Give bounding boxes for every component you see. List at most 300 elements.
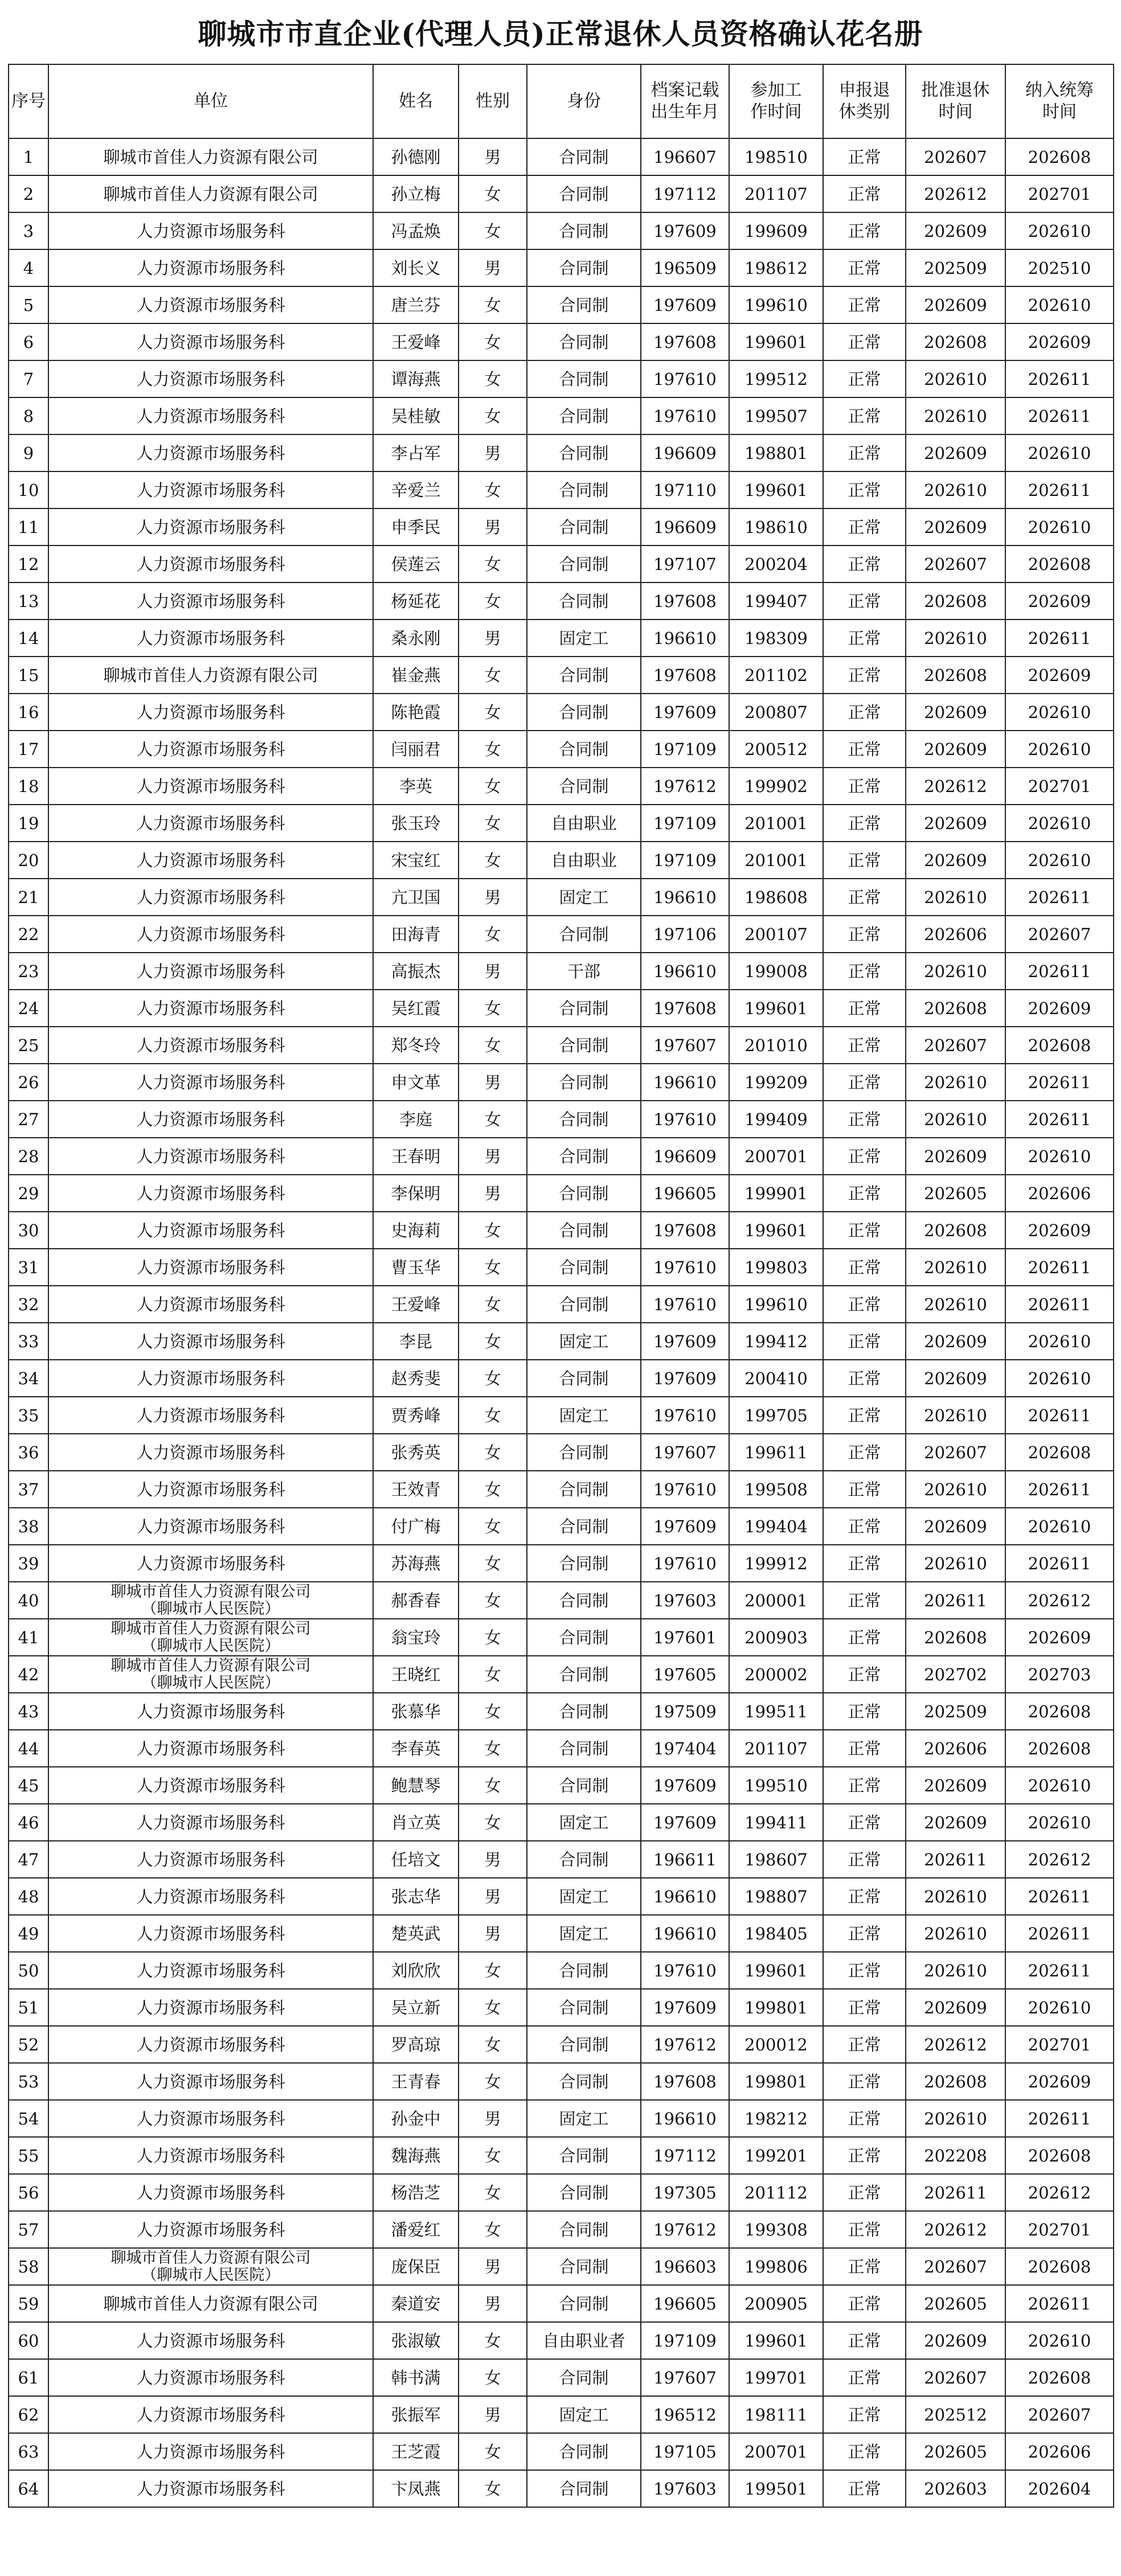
retire-date-cell: 202612	[906, 2026, 1005, 2063]
table-row	[9, 1212, 1114, 1249]
status-cell: 合同制	[527, 2063, 641, 2100]
work-start-cell: 199801	[729, 2063, 823, 2100]
birth-cell: 197610	[641, 1545, 729, 1582]
unit-cell: 人力资源市场服务科	[48, 2433, 373, 2470]
table-row	[9, 1175, 1114, 1212]
work-start-cell: 200903	[729, 1619, 823, 1656]
gender-cell: 女	[459, 1656, 527, 1693]
status-cell: 合同制	[527, 1841, 641, 1878]
work-start-cell: 199610	[729, 1286, 823, 1323]
retire-date-cell: 202605	[906, 1175, 1005, 1212]
name-cell: 鲍慧琴	[373, 1767, 459, 1804]
gender-cell: 男	[459, 1915, 527, 1952]
birth-cell: 197109	[641, 731, 729, 768]
birth-cell: 197112	[641, 175, 729, 212]
retire-type-cell: 正常	[823, 212, 906, 249]
birth-cell: 196512	[641, 2396, 729, 2433]
birth-cell: 197109	[641, 842, 729, 879]
table-row	[9, 1471, 1114, 1508]
pool-date-cell: 202607	[1005, 2396, 1114, 2433]
index-cell: 33	[9, 1323, 48, 1360]
status-cell: 合同制	[527, 1989, 641, 2026]
pool-date-cell: 202609	[1005, 2063, 1114, 2100]
retire-date-cell: 202607	[906, 2359, 1005, 2396]
retire-type-cell: 正常	[823, 1619, 906, 1656]
work-start-cell: 198405	[729, 1915, 823, 1952]
retire-date-cell: 202608	[906, 583, 1005, 620]
table-row	[9, 916, 1114, 953]
work-start-cell: 199601	[729, 1952, 823, 1989]
table-row	[9, 1249, 1114, 1286]
status-cell: 合同制	[527, 175, 641, 212]
status-cell: 固定工	[527, 1323, 641, 1360]
gender-cell: 女	[459, 768, 527, 805]
unit-cell: 人力资源市场服务科	[48, 1804, 373, 1841]
retire-type-cell: 正常	[823, 2174, 906, 2211]
index-cell: 20	[9, 842, 48, 879]
name-cell: 陈艳霞	[373, 694, 459, 731]
status-cell: 合同制	[527, 1175, 641, 1212]
pool-date-cell: 202612	[1005, 2174, 1114, 2211]
unit-cell: 人力资源市场服务科	[48, 1767, 373, 1804]
index-cell: 55	[9, 2137, 48, 2174]
column-header-unit: 单位	[48, 64, 373, 138]
status-cell: 合同制	[527, 2248, 641, 2285]
unit-cell: 人力资源市场服务科	[48, 1471, 373, 1508]
index-cell: 36	[9, 1434, 48, 1471]
work-start-cell: 199912	[729, 1545, 823, 1582]
name-cell: 亢卫国	[373, 879, 459, 916]
retire-type-cell: 正常	[823, 842, 906, 879]
birth-cell: 196603	[641, 2248, 729, 2285]
index-cell: 24	[9, 990, 48, 1027]
table-row	[9, 1878, 1114, 1915]
pool-date-cell: 202612	[1005, 1841, 1114, 1878]
retire-date-cell: 202609	[906, 286, 1005, 323]
retire-type-cell: 正常	[823, 397, 906, 434]
index-cell: 23	[9, 953, 48, 990]
status-cell: 合同制	[527, 1545, 641, 1582]
retire-date-cell: 202609	[906, 212, 1005, 249]
work-start-cell: 199512	[729, 360, 823, 397]
retire-date-cell: 202610	[906, 1545, 1005, 1582]
table-row	[9, 434, 1114, 471]
status-cell: 合同制	[527, 1434, 641, 1471]
pool-date-cell: 202608	[1005, 1730, 1114, 1767]
status-cell: 固定工	[527, 879, 641, 916]
status-cell: 合同制	[527, 1582, 641, 1619]
birth-cell: 197609	[641, 1360, 729, 1397]
gender-cell: 女	[459, 2211, 527, 2248]
birth-cell: 197610	[641, 1471, 729, 1508]
index-cell: 61	[9, 2359, 48, 2396]
unit-cell: 人力资源市场服务科	[48, 916, 373, 953]
retire-date-cell: 202610	[906, 1249, 1005, 1286]
table-row	[9, 1545, 1114, 1582]
table-row	[9, 2285, 1114, 2322]
retire-date-cell: 202606	[906, 1730, 1005, 1767]
table-row	[9, 138, 1114, 175]
pool-date-cell: 202611	[1005, 1952, 1114, 1989]
unit-cell: 人力资源市场服务科	[48, 2100, 373, 2137]
table-row	[9, 2396, 1114, 2433]
unit-cell: 人力资源市场服务科	[48, 545, 373, 583]
retire-date-cell: 202609	[906, 1989, 1005, 2026]
name-cell: 申季民	[373, 508, 459, 545]
name-cell: 翁宝玲	[373, 1619, 459, 1656]
retire-date-cell: 202609	[906, 1804, 1005, 1841]
pool-date-cell: 202701	[1005, 2026, 1114, 2063]
unit-cell: 人力资源市场服务科	[48, 879, 373, 916]
unit-cell: 人力资源市场服务科	[48, 1027, 373, 1064]
status-cell: 合同制	[527, 1212, 641, 1249]
work-start-cell: 201107	[729, 175, 823, 212]
gender-cell: 男	[459, 138, 527, 175]
pool-date-cell: 202701	[1005, 2211, 1114, 2248]
work-start-cell: 199901	[729, 1175, 823, 1212]
retire-type-cell: 正常	[823, 1323, 906, 1360]
gender-cell: 女	[459, 694, 527, 731]
work-start-cell: 200012	[729, 2026, 823, 2063]
table-row	[9, 1841, 1114, 1878]
gender-cell: 女	[459, 1471, 527, 1508]
retire-type-cell: 正常	[823, 620, 906, 657]
unit-cell: 人力资源市场服务科	[48, 2470, 373, 2507]
retire-type-cell: 正常	[823, 1175, 906, 1212]
table-row	[9, 1101, 1114, 1138]
unit-cell: 聊城市首佳人力资源有限公司	[48, 2285, 373, 2322]
index-cell: 17	[9, 731, 48, 768]
retire-date-cell: 202610	[906, 1286, 1005, 1323]
status-cell: 合同制	[527, 397, 641, 434]
retire-date-cell: 202611	[906, 1582, 1005, 1619]
work-start-cell: 199209	[729, 1064, 823, 1101]
table-row	[9, 1915, 1114, 1952]
gender-cell: 男	[459, 953, 527, 990]
table-row	[9, 1767, 1114, 1804]
index-cell: 39	[9, 1545, 48, 1582]
retire-date-cell: 202605	[906, 2285, 1005, 2322]
retire-date-cell: 202609	[906, 694, 1005, 731]
index-cell: 58	[9, 2248, 48, 2285]
retire-date-cell: 202610	[906, 1471, 1005, 1508]
unit-cell: 人力资源市场服务科	[48, 768, 373, 805]
birth-cell: 196610	[641, 1878, 729, 1915]
table-row	[9, 1286, 1114, 1323]
index-cell: 38	[9, 1508, 48, 1545]
name-cell: 王芝霞	[373, 2433, 459, 2470]
birth-cell: 197605	[641, 1656, 729, 1693]
index-cell: 54	[9, 2100, 48, 2137]
pool-date-cell: 202611	[1005, 1286, 1114, 1323]
status-cell: 合同制	[527, 916, 641, 953]
name-cell: 吴红霞	[373, 990, 459, 1027]
unit-cell: 人力资源市场服务科	[48, 1212, 373, 1249]
unit-cell: 人力资源市场服务科	[48, 323, 373, 360]
gender-cell: 女	[459, 583, 527, 620]
status-cell: 合同制	[527, 2211, 641, 2248]
status-cell: 合同制	[527, 1730, 641, 1767]
index-cell: 60	[9, 2322, 48, 2359]
retire-type-cell: 正常	[823, 1730, 906, 1767]
table-row	[9, 1804, 1114, 1841]
index-cell: 3	[9, 212, 48, 249]
birth-cell: 197601	[641, 1619, 729, 1656]
retire-type-cell: 正常	[823, 2248, 906, 2285]
work-start-cell: 200905	[729, 2285, 823, 2322]
index-cell: 40	[9, 1582, 48, 1619]
birth-cell: 196609	[641, 1138, 729, 1175]
birth-cell: 197609	[641, 1989, 729, 2026]
work-start-cell: 198610	[729, 508, 823, 545]
index-cell: 21	[9, 879, 48, 916]
table-row	[9, 1064, 1114, 1101]
work-start-cell: 200701	[729, 2433, 823, 2470]
retire-type-cell: 正常	[823, 1434, 906, 1471]
work-start-cell: 199601	[729, 2322, 823, 2359]
status-cell: 合同制	[527, 2285, 641, 2322]
work-start-cell: 198801	[729, 434, 823, 471]
retire-date-cell: 202609	[906, 842, 1005, 879]
index-cell: 16	[9, 694, 48, 731]
name-cell: 魏海燕	[373, 2137, 459, 2174]
index-cell: 15	[9, 657, 48, 694]
index-cell: 56	[9, 2174, 48, 2211]
birth-cell: 196607	[641, 138, 729, 175]
retire-type-cell: 正常	[823, 1138, 906, 1175]
retire-type-cell: 正常	[823, 953, 906, 990]
pool-date-cell: 202610	[1005, 286, 1114, 323]
retire-date-cell: 202610	[906, 1101, 1005, 1138]
unit-cell: 聊城市首佳人力资源有限公司 （聊城市人民医院）	[48, 1619, 373, 1656]
retire-date-cell: 202609	[906, 1138, 1005, 1175]
index-cell: 12	[9, 545, 48, 583]
name-cell: 王爱峰	[373, 323, 459, 360]
index-cell: 45	[9, 1767, 48, 1804]
table-row	[9, 805, 1114, 842]
retire-type-cell: 正常	[823, 2211, 906, 2248]
name-cell: 侯莲云	[373, 545, 459, 583]
retire-date-cell: 202607	[906, 1027, 1005, 1064]
unit-cell: 聊城市首佳人力资源有限公司	[48, 175, 373, 212]
unit-cell: 人力资源市场服务科	[48, 1101, 373, 1138]
name-cell: 杨浩芝	[373, 2174, 459, 2211]
work-start-cell: 199601	[729, 990, 823, 1027]
index-cell: 57	[9, 2211, 48, 2248]
unit-cell: 人力资源市场服务科	[48, 1952, 373, 1989]
birth-cell: 197609	[641, 1804, 729, 1841]
gender-cell: 男	[459, 620, 527, 657]
birth-cell: 196605	[641, 1175, 729, 1212]
name-cell: 张慕华	[373, 1693, 459, 1730]
birth-cell: 197109	[641, 805, 729, 842]
gender-cell: 女	[459, 1582, 527, 1619]
name-cell: 苏海燕	[373, 1545, 459, 1582]
gender-cell: 女	[459, 731, 527, 768]
birth-cell: 197612	[641, 768, 729, 805]
retire-type-cell: 正常	[823, 2100, 906, 2137]
retire-date-cell: 202606	[906, 916, 1005, 953]
unit-cell: 人力资源市场服务科	[48, 2359, 373, 2396]
name-cell: 刘长义	[373, 249, 459, 286]
status-cell: 固定工	[527, 1878, 641, 1915]
work-start-cell: 199601	[729, 323, 823, 360]
work-start-cell: 200701	[729, 1138, 823, 1175]
index-cell: 14	[9, 620, 48, 657]
unit-cell: 人力资源市场服务科	[48, 1508, 373, 1545]
unit-cell: 人力资源市场服务科	[48, 1434, 373, 1471]
birth-cell: 197609	[641, 1767, 729, 1804]
birth-cell: 197110	[641, 471, 729, 508]
gender-cell: 女	[459, 360, 527, 397]
pool-date-cell: 202610	[1005, 434, 1114, 471]
unit-cell: 人力资源市场服务科	[48, 1138, 373, 1175]
pool-date-cell: 202608	[1005, 2359, 1114, 2396]
pool-date-cell: 202611	[1005, 879, 1114, 916]
name-cell: 李庭	[373, 1101, 459, 1138]
work-start-cell: 199409	[729, 1101, 823, 1138]
status-cell: 合同制	[527, 1286, 641, 1323]
work-start-cell: 199601	[729, 1212, 823, 1249]
table-row	[9, 2211, 1114, 2248]
birth-cell: 197610	[641, 1397, 729, 1434]
birth-cell: 197612	[641, 2211, 729, 2248]
index-cell: 35	[9, 1397, 48, 1434]
gender-cell: 女	[459, 1212, 527, 1249]
name-cell: 李保明	[373, 1175, 459, 1212]
index-cell: 42	[9, 1656, 48, 1693]
gender-cell: 女	[459, 397, 527, 434]
index-cell: 6	[9, 323, 48, 360]
retire-date-cell: 202609	[906, 805, 1005, 842]
index-cell: 32	[9, 1286, 48, 1323]
pool-date-cell: 202611	[1005, 620, 1114, 657]
unit-cell: 人力资源市场服务科	[48, 1545, 373, 1582]
retire-type-cell: 正常	[823, 657, 906, 694]
retire-date-cell: 202609	[906, 1767, 1005, 1804]
work-start-cell: 199705	[729, 1397, 823, 1434]
unit-cell: 人力资源市场服务科	[48, 620, 373, 657]
retire-type-cell: 正常	[823, 2433, 906, 2470]
pool-date-cell: 202608	[1005, 1027, 1114, 1064]
unit-cell: 人力资源市场服务科	[48, 953, 373, 990]
birth-cell: 197608	[641, 657, 729, 694]
retire-type-cell: 正常	[823, 1989, 906, 2026]
pool-date-cell: 202611	[1005, 1878, 1114, 1915]
status-cell: 合同制	[527, 2137, 641, 2174]
table-row	[9, 879, 1114, 916]
gender-cell: 女	[459, 323, 527, 360]
name-cell: 谭海燕	[373, 360, 459, 397]
gender-cell: 女	[459, 1693, 527, 1730]
table-row	[9, 990, 1114, 1027]
unit-cell: 人力资源市场服务科	[48, 2396, 373, 2433]
retire-date-cell: 202607	[906, 1434, 1005, 1471]
birth-cell: 196610	[641, 620, 729, 657]
gender-cell: 女	[459, 1545, 527, 1582]
index-cell: 2	[9, 175, 48, 212]
retire-type-cell: 正常	[823, 694, 906, 731]
pool-date-cell: 202611	[1005, 1471, 1114, 1508]
birth-cell: 196609	[641, 508, 729, 545]
unit-cell: 人力资源市场服务科	[48, 1841, 373, 1878]
retire-type-cell: 正常	[823, 805, 906, 842]
status-cell: 合同制	[527, 2359, 641, 2396]
status-cell: 自由职业	[527, 805, 641, 842]
retire-type-cell: 正常	[823, 2285, 906, 2322]
table-row	[9, 1582, 1114, 1619]
retire-type-cell: 正常	[823, 879, 906, 916]
status-cell: 固定工	[527, 2396, 641, 2433]
pool-date-cell: 202608	[1005, 2137, 1114, 2174]
retire-date-cell: 202610	[906, 620, 1005, 657]
retire-date-cell: 202610	[906, 1915, 1005, 1952]
work-start-cell: 199412	[729, 1323, 823, 1360]
work-start-cell: 200410	[729, 1360, 823, 1397]
gender-cell: 男	[459, 1878, 527, 1915]
status-cell: 自由职业	[527, 842, 641, 879]
pool-date-cell: 202608	[1005, 138, 1114, 175]
work-start-cell: 199511	[729, 1693, 823, 1730]
unit-cell: 人力资源市场服务科	[48, 1878, 373, 1915]
index-cell: 29	[9, 1175, 48, 1212]
gender-cell: 女	[459, 916, 527, 953]
pool-date-cell: 202610	[1005, 694, 1114, 731]
birth-cell: 197609	[641, 286, 729, 323]
work-start-cell: 198607	[729, 1841, 823, 1878]
name-cell: 冯孟焕	[373, 212, 459, 249]
gender-cell: 女	[459, 1286, 527, 1323]
birth-cell: 197610	[641, 360, 729, 397]
unit-cell: 人力资源市场服务科	[48, 249, 373, 286]
retire-date-cell: 202609	[906, 1323, 1005, 1360]
name-cell: 桑永刚	[373, 620, 459, 657]
gender-cell: 女	[459, 286, 527, 323]
work-start-cell: 199411	[729, 1804, 823, 1841]
index-cell: 64	[9, 2470, 48, 2507]
table-row	[9, 212, 1114, 249]
table-row	[9, 286, 1114, 323]
status-cell: 合同制	[527, 1360, 641, 1397]
pool-date-cell: 202611	[1005, 1249, 1114, 1286]
pool-date-cell: 202606	[1005, 2433, 1114, 2470]
gender-cell: 女	[459, 1619, 527, 1656]
index-cell: 44	[9, 1730, 48, 1767]
name-cell: 崔金燕	[373, 657, 459, 694]
retire-type-cell: 正常	[823, 434, 906, 471]
name-cell: 任培文	[373, 1841, 459, 1878]
retire-type-cell: 正常	[823, 138, 906, 175]
column-header-status: 身份	[527, 64, 641, 138]
birth-cell: 197509	[641, 1693, 729, 1730]
birth-cell: 197603	[641, 2470, 729, 2507]
pool-date-cell: 202610	[1005, 508, 1114, 545]
work-start-cell: 199806	[729, 2248, 823, 2285]
column-header-work-start: 参加工 作时间	[729, 64, 823, 138]
retire-type-cell: 正常	[823, 1101, 906, 1138]
index-cell: 7	[9, 360, 48, 397]
index-cell: 49	[9, 1915, 48, 1952]
table-row	[9, 1619, 1114, 1656]
status-cell: 合同制	[527, 731, 641, 768]
birth-cell: 197609	[641, 1323, 729, 1360]
retire-type-cell: 正常	[823, 286, 906, 323]
work-start-cell: 201001	[729, 842, 823, 879]
retire-date-cell: 202608	[906, 1619, 1005, 1656]
birth-cell: 196509	[641, 249, 729, 286]
column-header-name: 姓名	[373, 64, 459, 138]
unit-cell: 人力资源市场服务科	[48, 2211, 373, 2248]
